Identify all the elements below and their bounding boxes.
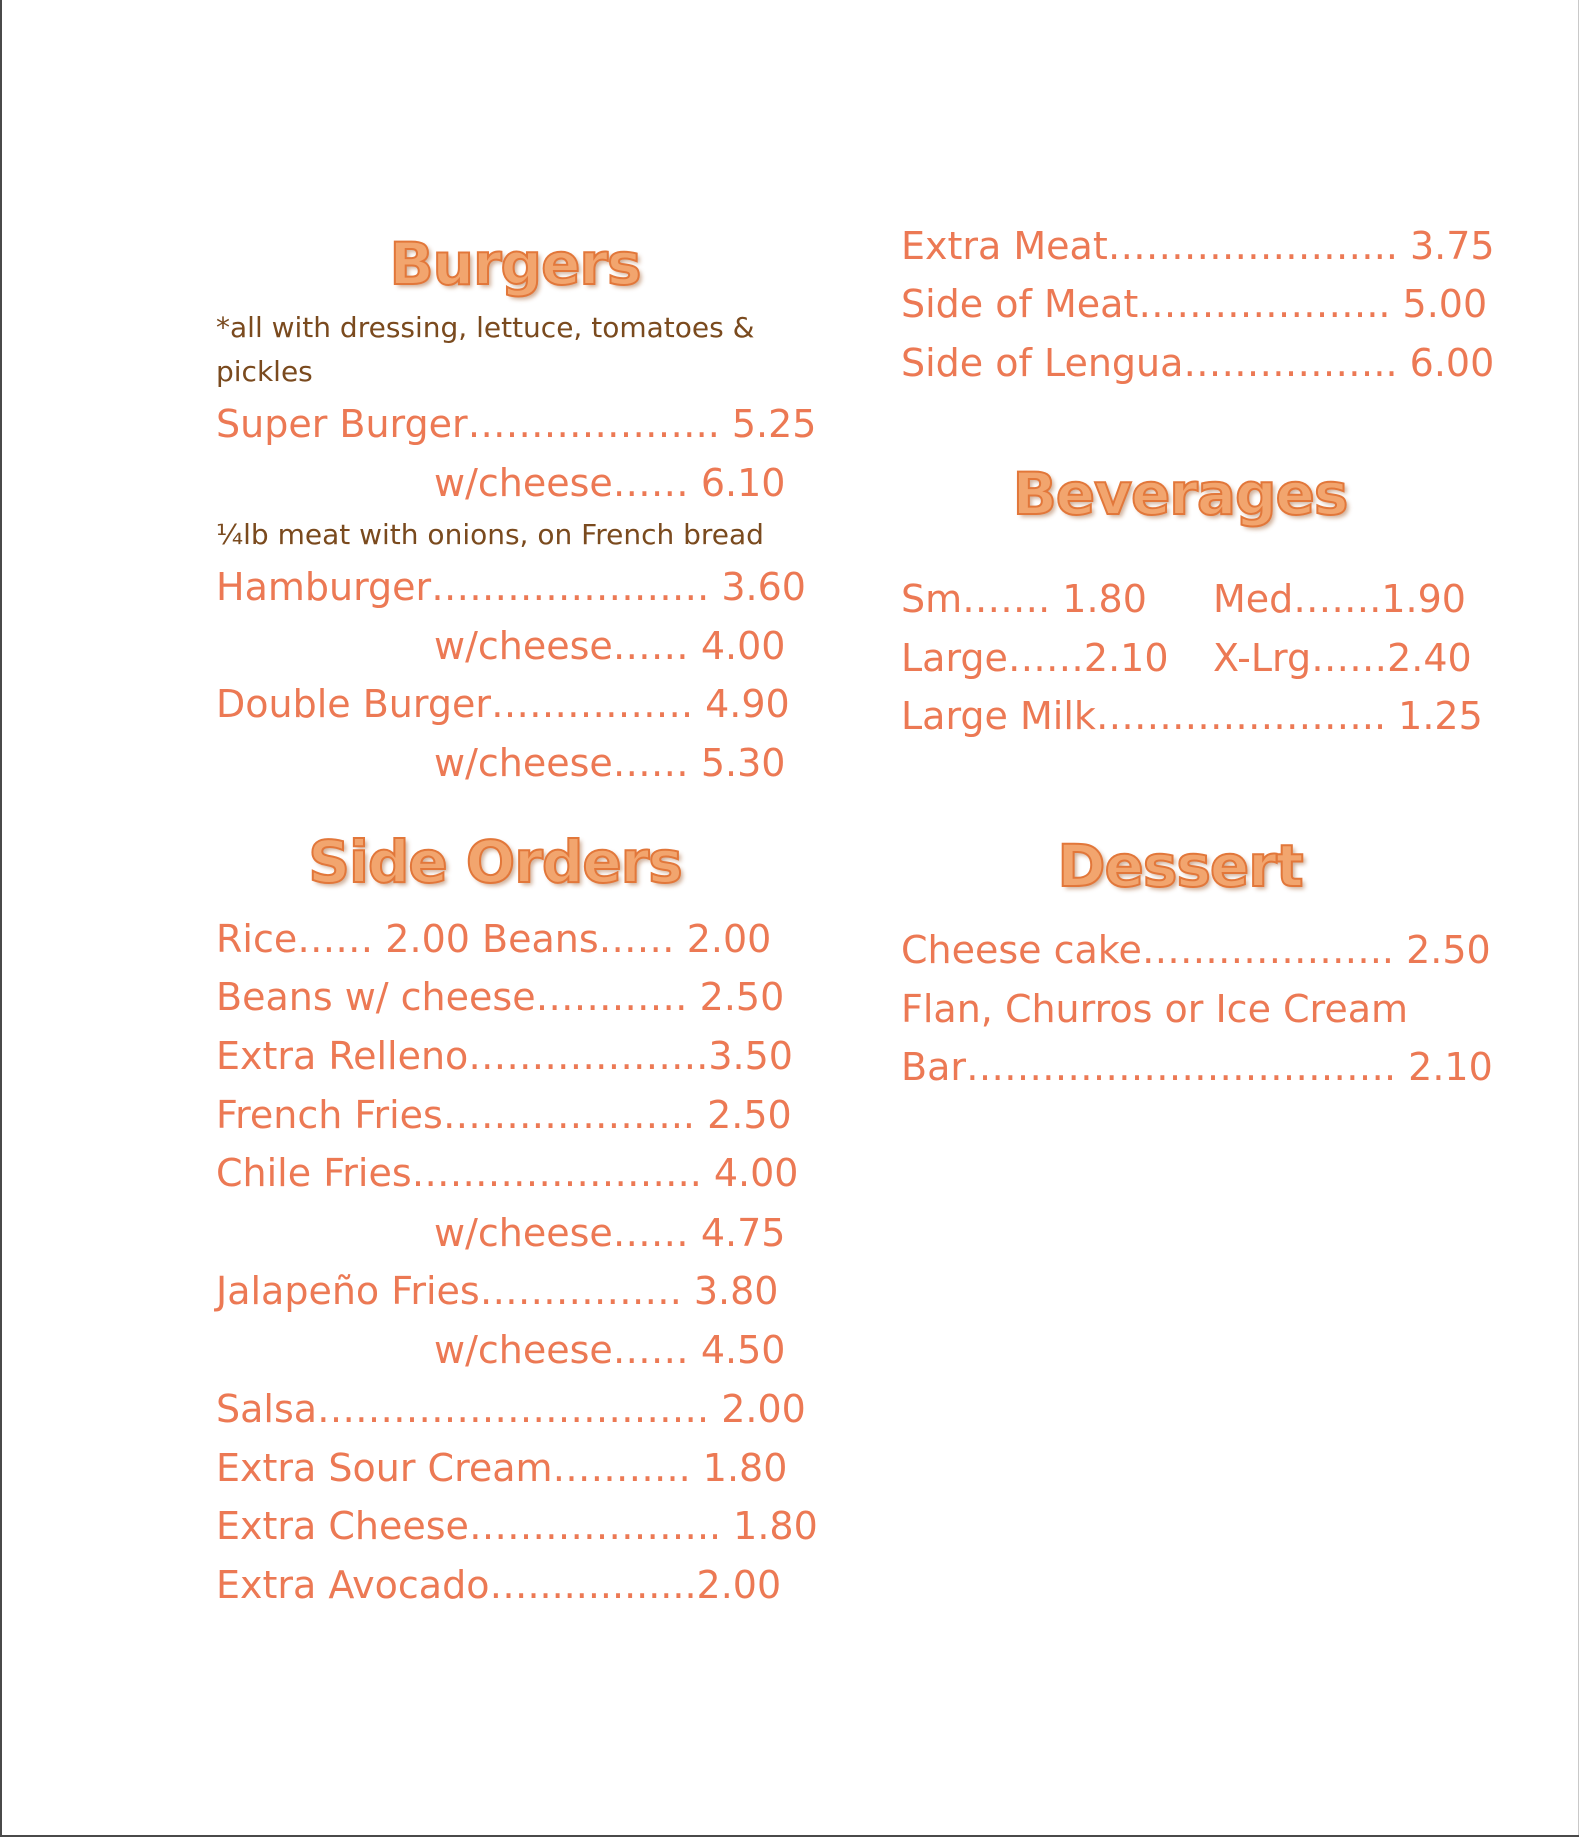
menu-item-double-burger: Double Burger……………. 4.90 xyxy=(216,682,790,726)
menu-item-super-burger: Super Burger……………….. 5.25 xyxy=(216,402,817,446)
menu-item-chile-fries: Chile Fries………………….. 4.00 xyxy=(216,1151,799,1195)
menu-item-extra-sour-cream: Extra Sour Cream……….. 1.80 xyxy=(216,1446,788,1490)
dessert-flan-line2: Bar……………………………. 2.10 xyxy=(901,1045,1493,1089)
side-orders-heading: Side Orders xyxy=(308,828,682,896)
hamburger-note: ¼lb meat with onions, on French bread xyxy=(216,518,764,551)
menu-item-extra-cheese: Extra Cheese……………….. 1.80 xyxy=(216,1504,818,1548)
burgers-note-line2: pickles xyxy=(216,355,313,388)
menu-item-hamburger: Hamburger…………………. 3.60 xyxy=(216,565,806,609)
dessert-cheese-cake: Cheese cake……………….. 2.50 xyxy=(901,928,1491,972)
dessert-heading: Dessert xyxy=(1057,832,1303,900)
beverage-medium: Med…….1.90 xyxy=(1213,577,1466,621)
menu-item-extra-avocado: Extra Avocado…..............2.00 xyxy=(216,1563,782,1607)
beverage-small: Sm……. 1.80 xyxy=(901,577,1147,621)
menu-item-side-of-lengua: Side of Lengua…………….. 6.00 xyxy=(901,341,1495,385)
beverage-xlarge: X-Lrg……2.40 xyxy=(1213,636,1472,680)
beverage-large: Large……2.10 xyxy=(901,636,1169,680)
menu-item-beans-cheese: Beans w/ cheese………… 2.50 xyxy=(216,975,785,1019)
burgers-note-line1: *all with dressing, lettuce, tomatoes & xyxy=(216,311,755,344)
menu-item-chile-fries-cheese: w/cheese…… 4.75 xyxy=(434,1211,786,1255)
menu-item-rice-beans: Rice…… 2.00 Beans…… 2.00 xyxy=(216,917,772,961)
beverages-heading: Beverages xyxy=(1012,460,1348,528)
page-border-left xyxy=(0,0,2,1837)
menu-item-jalapeno-fries: Jalapeño Fries……………. 3.80 xyxy=(216,1269,779,1313)
menu-item-salsa: Salsa…………………………. 2.00 xyxy=(216,1387,806,1431)
menu-item-hamburger-cheese: w/cheese…… 4.00 xyxy=(434,624,786,668)
menu-item-double-burger-cheese: w/cheese…… 5.30 xyxy=(434,741,786,785)
menu-item-extra-relleno: Extra Relleno……………….3.50 xyxy=(216,1034,793,1078)
menu-item-french-fries: French Fries……………….. 2.50 xyxy=(216,1093,792,1137)
dessert-flan-line1: Flan, Churros or Ice Cream xyxy=(901,987,1409,1031)
burgers-heading: Burgers xyxy=(389,230,641,298)
menu-item-jalapeno-fries-cheese: w/cheese…… 4.50 xyxy=(434,1328,786,1372)
menu-item-extra-meat: Extra Meat………………….. 3.75 xyxy=(901,224,1495,268)
beverage-large-milk: Large Milk………………….. 1.25 xyxy=(901,694,1483,738)
menu-item-super-burger-cheese: w/cheese…… 6.10 xyxy=(434,461,786,505)
menu-item-side-of-meat: Side of Meat……………….. 5.00 xyxy=(901,282,1488,326)
